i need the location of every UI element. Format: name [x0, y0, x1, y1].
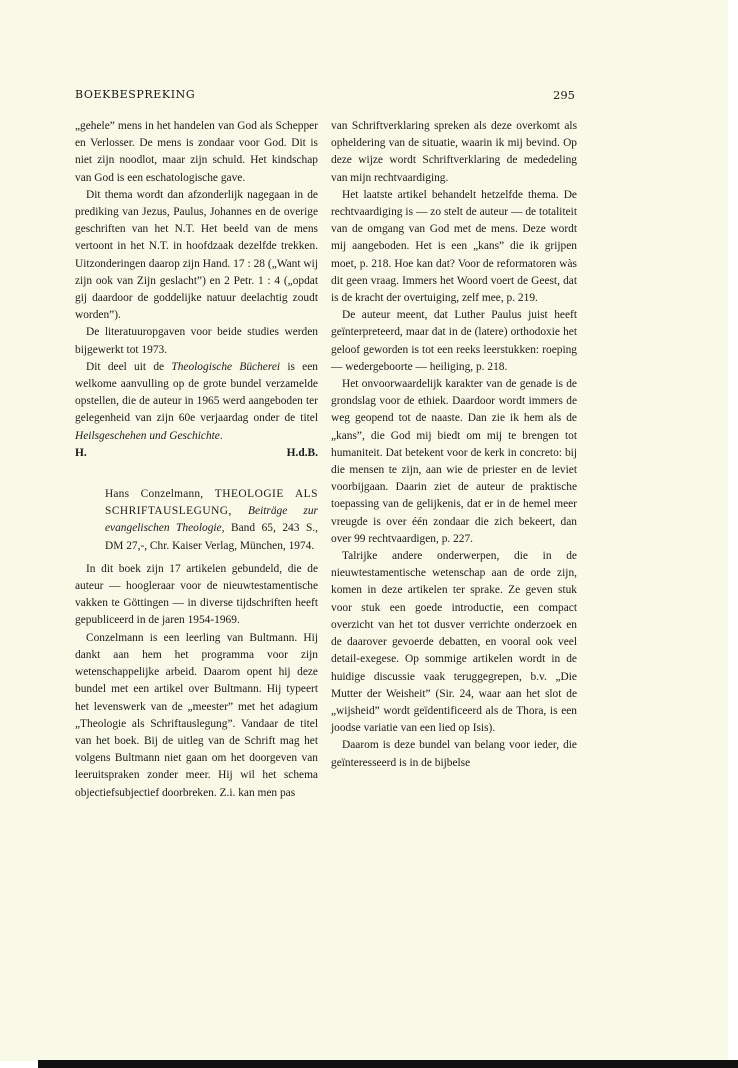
paragraph: Dit thema wordt dan afzonderlijk nagegaan in de prediking van Jezus, Paulus, Johannes en de overige geschriften van het N.T. Het beeld van de mens vertoont in het N.T. in hoofdzaak dezelfde trekken. Uitzonderingen daarop zijn Hand. 17 : 28 („Want wij zijn ook van Zijn geslacht”) en 2 Petr. 1 : 4 („opdat gij daardoor de goddelijke natuur deelachtig zoudt worden”). [75, 188, 318, 322]
paragraph [75, 359, 318, 445]
paragraph: In dit boek zijn 17 artikelen gebundeld, die de auteur — hoogleraar voor de nieuwtestamentische vakken te Göttingen — in diverse tijdschriften heeft gepubliceerd in de jaren 1954-1969. [75, 562, 318, 627]
paragraph: De literatuuropgaven voor beide studies werden bijgewerkt tot 1973. [75, 326, 318, 356]
book-series: Beiträge zur evangelischen Theologie, [105, 505, 318, 535]
book-publication: Band 65, 243 S., DM 27,-, Chr. Kaiser Verlag, München, 1974. [105, 522, 318, 552]
paragraph: van Schriftverklaring spreken als deze overkomt als opheldering van de situatie, waarin ik mij bevind. Op deze wijze wordt Schriftverklaring de mededeling van mijn rechtvaardiging. [331, 120, 577, 184]
paragraph-text: . [219, 429, 223, 442]
scan-margin [728, 0, 738, 1068]
series-title: Theologische Bücherei [171, 360, 281, 373]
book-title-caps: THEOLOGIE ALS SCHRIFTAUSLEGUNG, [105, 488, 318, 518]
running-header: BOEKBESPREKING [75, 88, 196, 101]
page-number: 295 [553, 88, 575, 102]
reviewer-signature [75, 445, 318, 462]
paragraph: Conzelmann is een leerling van Bultmann. Hij dankt aan hem het programma voor zijn wetenschappelijke arbeid. Daarom opent hij deze bundel met een artikel over Bultmann. Hij typeert het levenswerk van de „meester” met het adagium „Theologie als Schriftauslegung”. Vandaar de titel van het boek. Bij de uitleg van de Schrift mag het volgens Bultmann niet gaan om het doorgeven van leeruitspraken zonder meer. Hij wil het schema objectiefsubjectief doorbreken. Z.i. kan men pas [75, 631, 318, 799]
signature-initial: H. [75, 446, 87, 459]
paragraph: Het onvoorwaardelijk karakter van de genade is de grondslag voor de ethiek. Daardoor wordt immers de weg geopend tot de naaste. Dan zie ik hem als de „kans”, die God mij biedt om mij te brengen tot humaniteit. Dat betekent voor de kerk in concreto: bij die mensen te zijn, aan wie de priester en de leviet voorbijgaan. Daarin ziet de auteur de praktische toepassing van de gelijkenis, dat er in de hemel meer vreugde is over één zondaar die zich bekeert, dan over 99 rechtvaardigen, p. 227. [331, 378, 577, 545]
paragraph-text: Dit deel uit de [86, 360, 172, 373]
left-column [75, 118, 318, 802]
signature-name: H.d.B. [286, 446, 318, 459]
book-author: Hans Conzelmann, [105, 488, 215, 501]
paragraph: Het laatste artikel behandelt hetzelfde thema. De rechtvaardiging is — zo stelt de auteur — de totaliteit van de omgang van God met de mens. Deze wordt mij aangeboden. Het is een „kans” die ik grijpen moet, p. 218. Hoe kan dat? Voor de reformatoren wàs dit geen vraag. Immers het Woord voert de Geest, dat is de kracht der overtuiging, zelf mee, p. 219. [331, 188, 577, 305]
paragraph: Daarom is deze bundel van belang voor ieder, die geïnteresseerd is in de bijbelse [331, 739, 577, 769]
book-reference [105, 486, 318, 555]
paragraph: De auteur meent, dat Luther Paulus juist heeft geïnterpreteerd, maar dat in de (latere) orthodoxie het geloof geworden is tot een reeks leerstukken: roeping — wedergeboorte — heiliging, p. 218. [331, 309, 577, 373]
right-column [331, 118, 577, 772]
paragraph-text: is een welkome aanvulling op de grote bundel verzamelde opstellen, die de auteur in 1965 werd aangeboden ter gelegenheid van zijn 60e verjaardag onder de titel [75, 360, 318, 425]
paragraph: Talrijke andere onderwerpen, die in de nieuwtestamentische wetenschap aan de orde zijn, komen in deze artikelen ter sprake. Ze geven stuk voor stuk een goede introductie, een compact overzicht van het tot dusver verrichte onderzoek en de daarover gevoerde debatten, en vooral ook veel detail-exegese. Op sommige artikelen wordt in de huidige discussie vaak teruggegrepen, b.v. „Die Mutter der Weisheit” (Sir. 24, waar aan het slot de „wijsheid” wordt geïdentificeerd als de Thora, is een joodse variatie van een lied op Isis). [331, 550, 577, 735]
scan-edge-shadow [38, 1060, 738, 1068]
book-title: Heilsgeschehen und Geschichte [75, 429, 220, 442]
paragraph: „gehele” mens in het handelen van God als Schepper en Verlosser. De mens is zondaar voor God. Dit is niet zijn noodlot, maar zijn schuld. Het kindschap van God is een eschatologische gave. [75, 120, 318, 184]
